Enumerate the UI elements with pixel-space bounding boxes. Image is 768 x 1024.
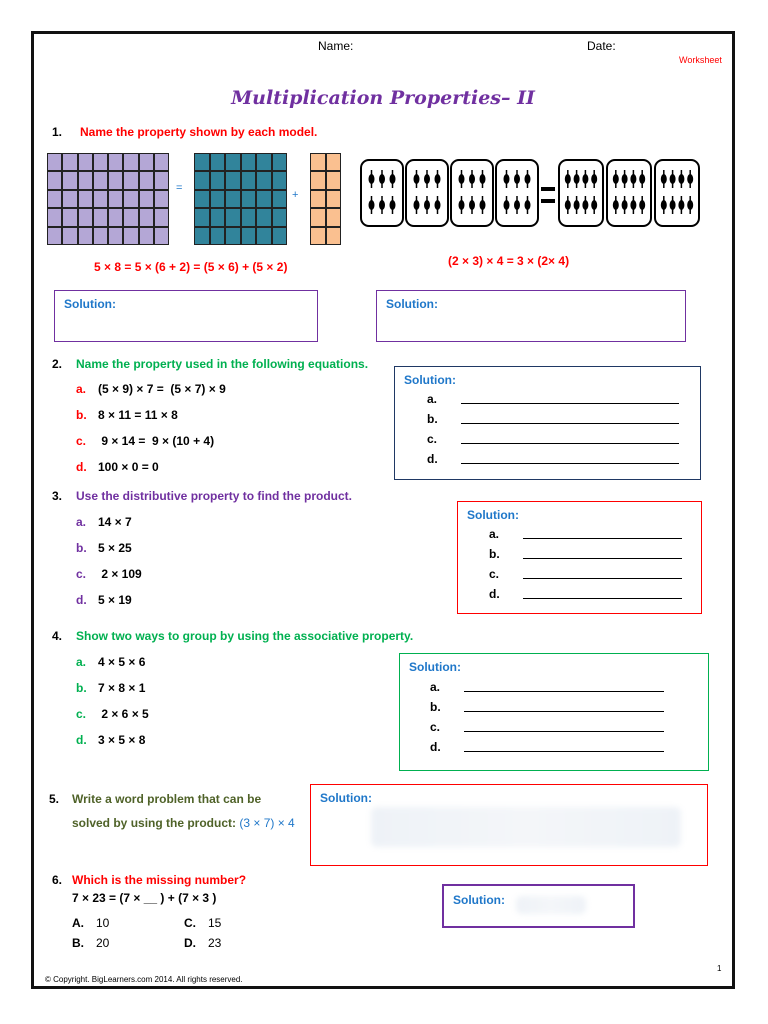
- grid-cell: [78, 190, 93, 208]
- abacus-frame: [655, 160, 699, 226]
- answer-line[interactable]: [489, 587, 682, 607]
- answer-line[interactable]: [489, 567, 682, 587]
- abacus-frame: [496, 160, 538, 226]
- abacus-bead: [424, 200, 430, 210]
- abacus-bead: [480, 200, 486, 210]
- abacus-bead: [369, 174, 375, 184]
- grid-cell: [272, 208, 288, 226]
- abacus-bead: [435, 200, 441, 210]
- choice-option[interactable]: [72, 936, 109, 950]
- abacus-bead: [459, 200, 465, 210]
- answer-line[interactable]: [427, 412, 679, 432]
- abacus-frame: [451, 160, 493, 226]
- grid-cell: [256, 227, 272, 245]
- grid-cell: [241, 153, 257, 171]
- abacus-bead: [687, 174, 693, 184]
- abacus-bead: [582, 174, 588, 184]
- grid-cell: [78, 208, 93, 226]
- grid-cell: [62, 208, 77, 226]
- grid-cell: [139, 171, 154, 189]
- grid-cell: [194, 227, 210, 245]
- grid-cell: [272, 153, 288, 171]
- grid-cell: [326, 153, 342, 171]
- abacus-bead: [480, 174, 486, 184]
- answer-blank[interactable]: [464, 731, 664, 732]
- grid-cell: [326, 227, 342, 245]
- choice-value: 23: [208, 936, 222, 950]
- q3-text: Use the distributive property to find the product.: [76, 489, 353, 503]
- grid-cell: [210, 227, 226, 245]
- abacus-bead: [504, 200, 510, 210]
- answer-blank[interactable]: [461, 463, 679, 464]
- answer-key: b.: [430, 700, 441, 714]
- list-item: [76, 655, 145, 669]
- q6-solution-box[interactable]: [442, 884, 635, 928]
- grid-cell: [326, 171, 342, 189]
- list-item: [76, 733, 145, 747]
- answer-line[interactable]: [489, 547, 682, 567]
- abacus-bead: [459, 174, 465, 184]
- date-label: Date:: [587, 39, 616, 53]
- list-item: [76, 707, 149, 721]
- abacus-bead: [514, 200, 520, 210]
- grid-cell: [310, 171, 326, 189]
- q4-solution-box[interactable]: [399, 653, 709, 771]
- answer-key: a.: [430, 680, 441, 694]
- grid-cell: [225, 153, 241, 171]
- grid-cell: [78, 153, 93, 171]
- answer-blank[interactable]: [464, 691, 664, 692]
- grid-cell: [194, 190, 210, 208]
- q1-equation-right: (2 × 3) × 4 = 3 × (2× 4): [448, 254, 570, 268]
- answer-key: a.: [427, 392, 438, 406]
- grid-cell: [93, 190, 108, 208]
- abacus-bead: [670, 200, 676, 210]
- abacus-bead: [622, 174, 628, 184]
- item-key: d.: [76, 593, 87, 607]
- grid-cell: [62, 227, 77, 245]
- answer-key: b.: [427, 412, 438, 426]
- answer-blank[interactable]: [523, 578, 682, 579]
- q1-number: 1.: [52, 125, 63, 139]
- abacus-bead: [639, 174, 645, 184]
- grid-cell: [256, 190, 272, 208]
- choice-key: A.: [72, 916, 84, 930]
- abacus-bead: [591, 174, 597, 184]
- grid-cell: [154, 227, 169, 245]
- item-value: 4 × 5 × 6: [98, 655, 146, 669]
- list-item: [76, 460, 159, 474]
- abacus-equals-bar: [541, 187, 555, 191]
- grid-cell: [256, 208, 272, 226]
- abacus-drawing: [360, 159, 700, 229]
- grid-cell: [139, 208, 154, 226]
- grid-cell: [310, 208, 326, 226]
- choice-value: 10: [96, 916, 110, 930]
- grid-cell: [78, 227, 93, 245]
- grid-cell: [241, 208, 257, 226]
- choice-value: 20: [96, 936, 110, 950]
- abacus-bead: [639, 200, 645, 210]
- solution-label: Solution:: [467, 508, 519, 522]
- grid-cell: [47, 153, 62, 171]
- solution-label: Solution:: [453, 893, 505, 907]
- q5-line2: solved by using the product:: [72, 816, 237, 830]
- grid-cell: [194, 171, 210, 189]
- answer-line[interactable]: [489, 527, 682, 547]
- grid-cell: [154, 208, 169, 226]
- grid-cell: [123, 190, 138, 208]
- grid-cell: [210, 153, 226, 171]
- q6-text: Which is the missing number?: [72, 873, 247, 887]
- answer-blank[interactable]: [523, 598, 682, 599]
- grid-cell: [225, 190, 241, 208]
- item-value: 9 × 14 = 9 × (10 + 4): [98, 434, 215, 448]
- list-item: [76, 408, 178, 422]
- abacus-bead: [379, 174, 385, 184]
- q2-text: Name the property used in the following equations.: [76, 357, 369, 371]
- worksheet-page: [31, 31, 735, 989]
- abacus-bead: [390, 200, 396, 210]
- abacus-frame: [559, 160, 603, 226]
- item-value: 2 × 6 × 5: [98, 707, 149, 721]
- item-key: a.: [76, 515, 87, 529]
- grid-cell: [139, 190, 154, 208]
- list-item: [76, 434, 214, 448]
- page-number: 1: [717, 964, 722, 973]
- item-key: c.: [76, 707, 87, 721]
- abacus-bead: [630, 200, 636, 210]
- grid-cell: [210, 190, 226, 208]
- choice-key: B.: [72, 936, 84, 950]
- q3-number: 3.: [52, 489, 63, 503]
- q4-answer-lines: [430, 680, 664, 760]
- abacus-frame: [406, 160, 448, 226]
- list-item: [76, 382, 226, 396]
- abacus-frame: [361, 160, 403, 226]
- grid-cell: [310, 227, 326, 245]
- abacus-bead: [687, 200, 693, 210]
- item-key: d.: [76, 460, 87, 474]
- q6-number: 6.: [52, 873, 63, 887]
- abacus-bead: [574, 200, 580, 210]
- grid-cell: [241, 227, 257, 245]
- abacus-bead: [565, 174, 571, 184]
- array-model-5x2: [310, 153, 341, 245]
- item-value: 5 × 19: [98, 593, 132, 607]
- grid-cell: [310, 190, 326, 208]
- solution-label: Solution:: [64, 297, 116, 311]
- grid-cell: [108, 153, 123, 171]
- q5-expression: (3 × 7) × 4: [239, 816, 295, 830]
- abacus-bead: [678, 174, 684, 184]
- grid-cell: [154, 171, 169, 189]
- answer-line[interactable]: [427, 432, 679, 452]
- grid-cell: [256, 171, 272, 189]
- abacus-bead: [661, 174, 667, 184]
- solution-label: Solution:: [409, 660, 461, 674]
- grid-cell: [272, 227, 288, 245]
- solution-label: Solution:: [320, 791, 372, 805]
- grid-cell: [62, 153, 77, 171]
- q1-text: Name the property shown by each model.: [80, 125, 318, 139]
- q5-solution-box[interactable]: [310, 784, 708, 866]
- q5-line2-wrap: [72, 816, 295, 830]
- abacus-bead: [630, 174, 636, 184]
- grid-cell: [108, 227, 123, 245]
- grid-cell: [225, 171, 241, 189]
- grid-cell: [225, 208, 241, 226]
- grid-cell: [154, 190, 169, 208]
- item-value: 5 × 25: [98, 541, 132, 555]
- item-value: 8 × 11 = 11 × 8: [98, 408, 178, 422]
- q6-equation: 7 × 23 = (7 × __ ) + (7 × 3 ): [72, 891, 217, 905]
- choice-option[interactable]: [184, 916, 221, 930]
- grid-cell: [123, 227, 138, 245]
- grid-cell: [123, 153, 138, 171]
- answer-blank[interactable]: [464, 711, 664, 712]
- grid-cell: [93, 153, 108, 171]
- equals-sign: =: [176, 182, 183, 194]
- answer-line[interactable]: [430, 720, 664, 740]
- q2-number: 2.: [52, 357, 63, 371]
- grid-cell: [47, 208, 62, 226]
- q1-solution-box-left[interactable]: [54, 290, 318, 342]
- item-value: 14 × 7: [98, 515, 132, 529]
- copyright-notice: © Copyright. BigLearners.com 2014. All rights reserved.: [45, 975, 243, 984]
- grid-cell: [108, 190, 123, 208]
- grid-cell: [47, 171, 62, 189]
- answer-key: a.: [489, 527, 500, 541]
- grid-cell: [310, 153, 326, 171]
- abacus-bead: [678, 200, 684, 210]
- item-key: b.: [76, 681, 87, 695]
- item-key: b.: [76, 408, 87, 422]
- answer-key: d.: [427, 452, 438, 466]
- item-value: 100 × 0 = 0: [98, 460, 159, 474]
- choice-option[interactable]: [184, 936, 221, 950]
- abacus-bead: [574, 174, 580, 184]
- array-model-5x8: [47, 153, 169, 245]
- grid-cell: [93, 227, 108, 245]
- answer-key: d.: [489, 587, 500, 601]
- abacus-bead: [613, 174, 619, 184]
- item-value: 2 × 109: [98, 567, 142, 581]
- grid-cell: [241, 190, 257, 208]
- choice-option[interactable]: [72, 916, 109, 930]
- grid-cell: [272, 171, 288, 189]
- grid-cell: [78, 171, 93, 189]
- abacus-bead: [379, 200, 385, 210]
- page-title: Multiplication Properties– II: [231, 87, 535, 109]
- grid-cell: [225, 227, 241, 245]
- abacus-bead: [661, 200, 667, 210]
- item-value: 7 × 8 × 1: [98, 681, 146, 695]
- abacus-bead: [622, 200, 628, 210]
- grid-cell: [241, 171, 257, 189]
- q1-solution-box-right[interactable]: [376, 290, 686, 342]
- answer-key: c.: [430, 720, 441, 734]
- list-item: [76, 567, 142, 581]
- list-item: [76, 593, 132, 607]
- answer-blank[interactable]: [461, 443, 679, 444]
- abacus-bead: [591, 200, 597, 210]
- grid-cell: [194, 208, 210, 226]
- grid-cell: [108, 208, 123, 226]
- q1-equation-left: 5 × 8 = 5 × (6 + 2) = (5 × 6) + (5 × 2): [94, 260, 288, 274]
- blurred-answer: [516, 896, 586, 914]
- abacus-bead: [504, 174, 510, 184]
- grid-cell: [194, 153, 210, 171]
- grid-cell: [93, 171, 108, 189]
- answer-key: d.: [430, 740, 441, 754]
- answer-line[interactable]: [430, 680, 664, 700]
- q3-answer-lines: [489, 527, 682, 607]
- list-item: [76, 681, 145, 695]
- abacus-bead: [469, 174, 475, 184]
- grid-cell: [47, 190, 62, 208]
- answer-line[interactable]: [430, 700, 664, 720]
- abacus-bead: [469, 200, 475, 210]
- grid-cell: [272, 190, 288, 208]
- item-value: (5 × 9) × 7 = (5 × 7) × 9: [98, 382, 226, 396]
- q3-solution-box[interactable]: [457, 501, 702, 614]
- item-key: d.: [76, 733, 87, 747]
- answer-blank[interactable]: [523, 558, 682, 559]
- array-model-5x6: [194, 153, 287, 245]
- abacus-bead: [613, 200, 619, 210]
- worksheet-tag: Worksheet: [679, 55, 722, 65]
- plus-sign: +: [292, 189, 299, 201]
- abacus-bead: [525, 200, 531, 210]
- choice-key: C.: [184, 916, 196, 930]
- grid-cell: [93, 208, 108, 226]
- abacus-bead: [424, 174, 430, 184]
- item-key: b.: [76, 541, 87, 555]
- grid-cell: [154, 153, 169, 171]
- q4-text: Show two ways to group by using the associative property.: [76, 629, 414, 643]
- answer-key: b.: [489, 547, 500, 561]
- q2-solution-box[interactable]: [394, 366, 701, 480]
- answer-blank[interactable]: [461, 403, 679, 404]
- abacus-bead: [369, 200, 375, 210]
- abacus-bead: [565, 200, 571, 210]
- answer-line[interactable]: [427, 392, 679, 412]
- grid-cell: [47, 227, 62, 245]
- answer-key: c.: [427, 432, 438, 446]
- grid-cell: [62, 190, 77, 208]
- abacus-bead: [435, 174, 441, 184]
- answer-blank[interactable]: [464, 751, 664, 752]
- blurred-answer: [371, 807, 681, 847]
- grid-cell: [139, 227, 154, 245]
- solution-label: Solution:: [386, 297, 438, 311]
- answer-key: c.: [489, 567, 500, 581]
- grid-cell: [62, 171, 77, 189]
- item-key: c.: [76, 567, 87, 581]
- answer-line[interactable]: [430, 740, 664, 760]
- abacus-equals-bar: [541, 199, 555, 203]
- q5-line1: Write a word problem that can be: [72, 792, 262, 806]
- answer-blank[interactable]: [461, 423, 679, 424]
- abacus-model: [360, 159, 700, 229]
- item-key: a.: [76, 655, 87, 669]
- abacus-bead: [390, 174, 396, 184]
- abacus-bead: [414, 200, 420, 210]
- abacus-frame: [607, 160, 651, 226]
- q2-answer-lines: [427, 392, 679, 472]
- choice-key: D.: [184, 936, 196, 950]
- item-key: a.: [76, 382, 87, 396]
- solution-label: Solution:: [404, 373, 456, 387]
- list-item: [76, 515, 132, 529]
- grid-cell: [326, 208, 342, 226]
- grid-cell: [210, 208, 226, 226]
- grid-cell: [123, 171, 138, 189]
- answer-blank[interactable]: [523, 538, 682, 539]
- abacus-bead: [514, 174, 520, 184]
- abacus-bead: [582, 200, 588, 210]
- abacus-bead: [670, 174, 676, 184]
- grid-cell: [210, 171, 226, 189]
- choice-value: 15: [208, 916, 222, 930]
- item-key: c.: [76, 434, 87, 448]
- grid-cell: [256, 153, 272, 171]
- grid-cell: [326, 190, 342, 208]
- answer-line[interactable]: [427, 452, 679, 472]
- grid-cell: [123, 208, 138, 226]
- name-label: Name:: [318, 39, 354, 53]
- grid-cell: [139, 153, 154, 171]
- item-value: 3 × 5 × 8: [98, 733, 146, 747]
- abacus-bead: [525, 174, 531, 184]
- q4-number: 4.: [52, 629, 63, 643]
- grid-cell: [108, 171, 123, 189]
- abacus-bead: [414, 174, 420, 184]
- q5-number: 5.: [49, 792, 60, 806]
- list-item: [76, 541, 132, 555]
